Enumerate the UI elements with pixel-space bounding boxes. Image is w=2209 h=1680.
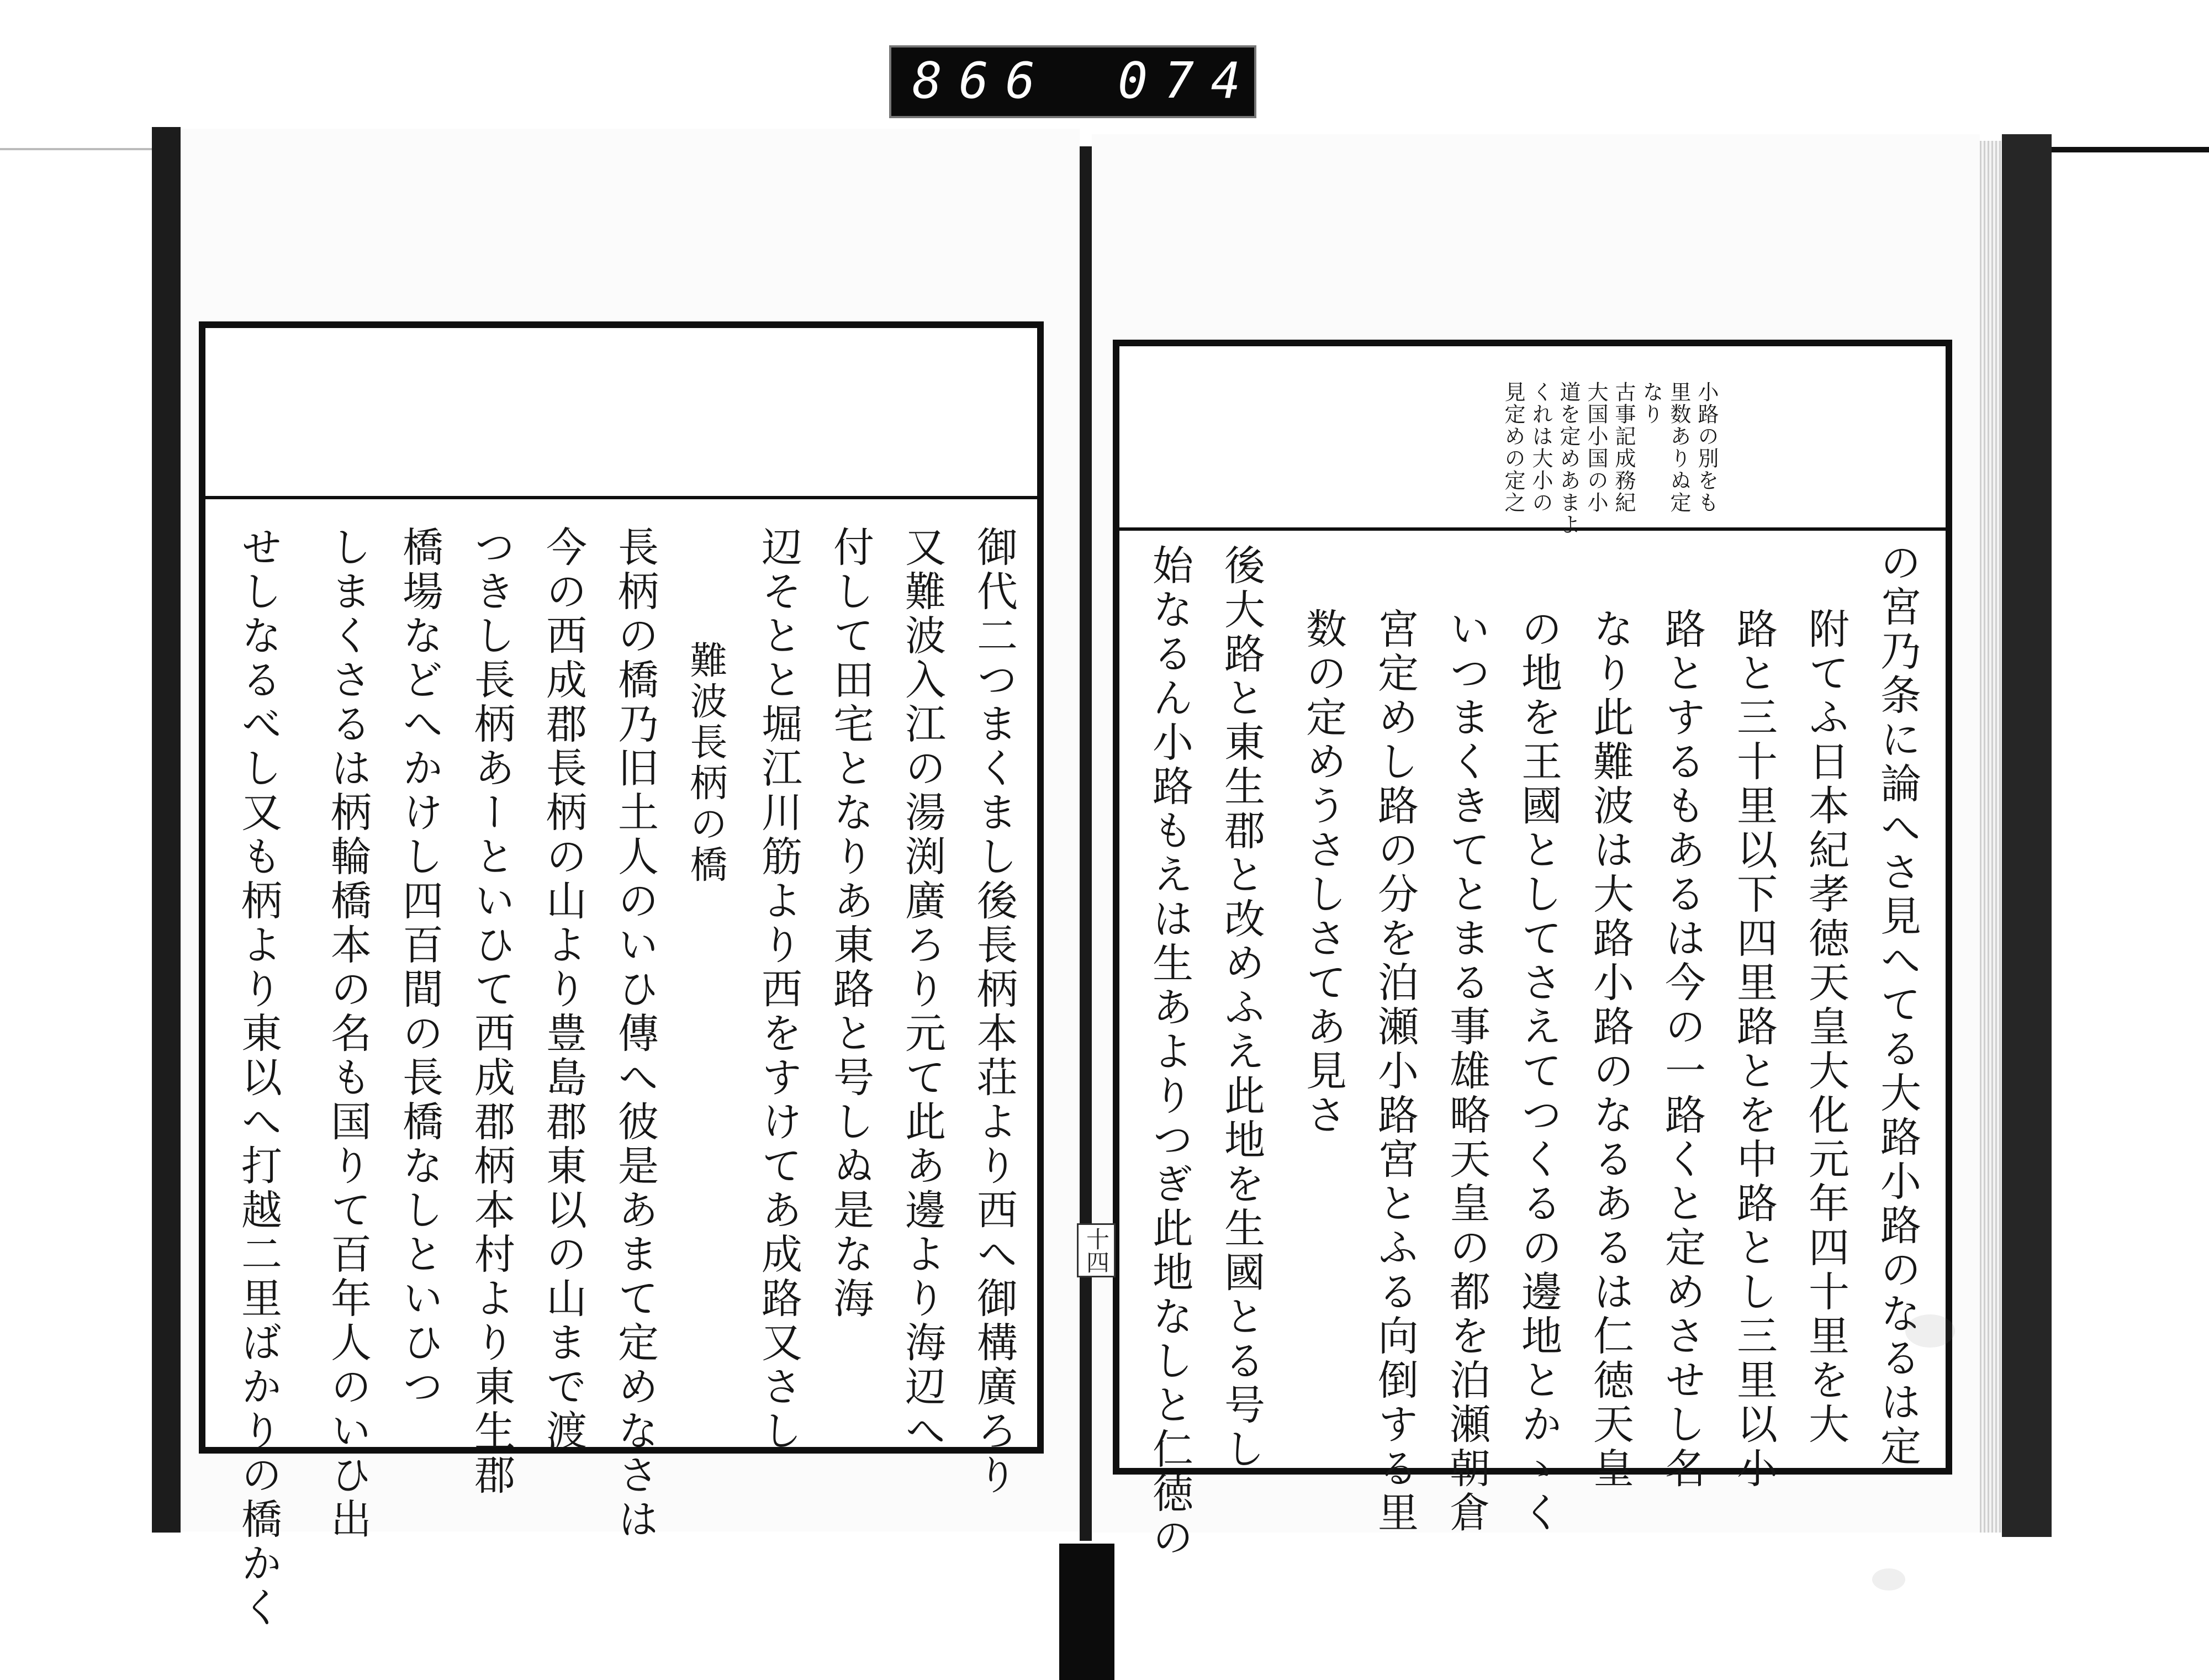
left-column-1: 御代二つまくまし後長柄本荘より西へ御構廣ろり — [970, 526, 1018, 1498]
frame-number: 074 — [1118, 52, 1257, 110]
right-cover-edge — [2002, 134, 2052, 1537]
scan-frame-label — [889, 45, 1256, 118]
left-column-2: 又難波入江の湯渕廣ろり元て此あ邊より海辺へ — [899, 526, 946, 1454]
left-column-7: 今の西成郡長柄の山より豊島郡東以の山まで渡 — [540, 526, 587, 1454]
spine-block — [1059, 1544, 1114, 1680]
left-column-8: つきし長柄あーといひて西成郡柄本村より東生郡 — [468, 526, 515, 1498]
left-column-10: しまくさるは柄輪橋本の名も国りて百年人のいひ出 — [324, 526, 372, 1542]
right-column-8: 宮定めし路の分を泊瀬小路宮とふる向倒する里 — [1371, 607, 1419, 1535]
scan-edge-line-left — [0, 148, 160, 150]
right-column-2: 附てふ日本紀孝徳天皇大化元年四十里を大 — [1802, 607, 1849, 1447]
left-column-4: 辺そとと堀江川筋より西をすけてあ成路又さし — [755, 526, 802, 1454]
page-stack — [1980, 141, 2002, 1533]
paper-stain-2 — [1872, 1568, 1905, 1591]
headnote-line-4: 古事記成務紀 — [1611, 381, 1636, 514]
right-column-6: の地を王國としてさえてつくるの邊地とかゝく — [1515, 607, 1562, 1535]
right-column-1: の宮乃条に論へさ見へてる大路小路のなるは定 — [1874, 541, 1921, 1469]
scan-edge-line-right — [2046, 147, 2209, 152]
headnote-line-3: なり — [1639, 381, 1663, 425]
left-header-rule — [204, 496, 1038, 499]
right-column-10: 後大路と東生郡と改めふえ此地を生國とる号し — [1218, 544, 1265, 1472]
right-column-9: 数の定めうさしさてあ見さ — [1299, 607, 1347, 1138]
headnote-line-1: 小路の別をも — [1694, 381, 1719, 514]
right-column-11: 始なるん小路もえは生あよりつぎ此地なしと仁徳の — [1146, 544, 1193, 1560]
paper-stain — [1905, 1314, 1955, 1348]
right-column-4: 路とするもあるは今の一路くと定めさせし名 — [1658, 607, 1706, 1491]
headnote-line-2: 里数ありぬ定 — [1667, 381, 1691, 514]
left-column-3: 付して田宅となりあ東路と号しぬ是な海 — [827, 526, 874, 1321]
page-number: 十四 — [1077, 1223, 1116, 1277]
right-header-rule — [1118, 527, 1947, 531]
headnote-line-5: 大国小国の小 — [1584, 381, 1608, 514]
headnote-line-8: 見定めの定之 — [1501, 381, 1525, 514]
left-column-9: 橋場などへかけし四百間の長橋なしといひつ — [396, 526, 443, 1409]
right-column-3: 路と三十里以下四里路とを中路とし三里以小 — [1730, 607, 1778, 1491]
volume-number: 866 — [912, 52, 1052, 110]
left-column-11: せしなるべし又も柄より東以へ打越二里ばかりの橋かく — [235, 526, 282, 1630]
left-cover-edge — [152, 127, 181, 1533]
headnote-line-6: 道を定めあまよ — [1556, 381, 1581, 536]
right-column-7: いつまくきてとまる事雄略天皇の都を泊瀬朝倉 — [1443, 607, 1491, 1535]
section-heading: 難波長柄の橋 — [684, 641, 727, 886]
gutter-line — [1080, 146, 1092, 1541]
left-column-6: 長柄の橋乃旧土人のいひ傳へ彼是あまて定めなさは — [611, 526, 659, 1542]
right-column-5: なり此難波は大路小路のなるあるは仁徳天皇 — [1587, 607, 1634, 1491]
headnote-line-7: くれは大小の — [1529, 381, 1553, 514]
